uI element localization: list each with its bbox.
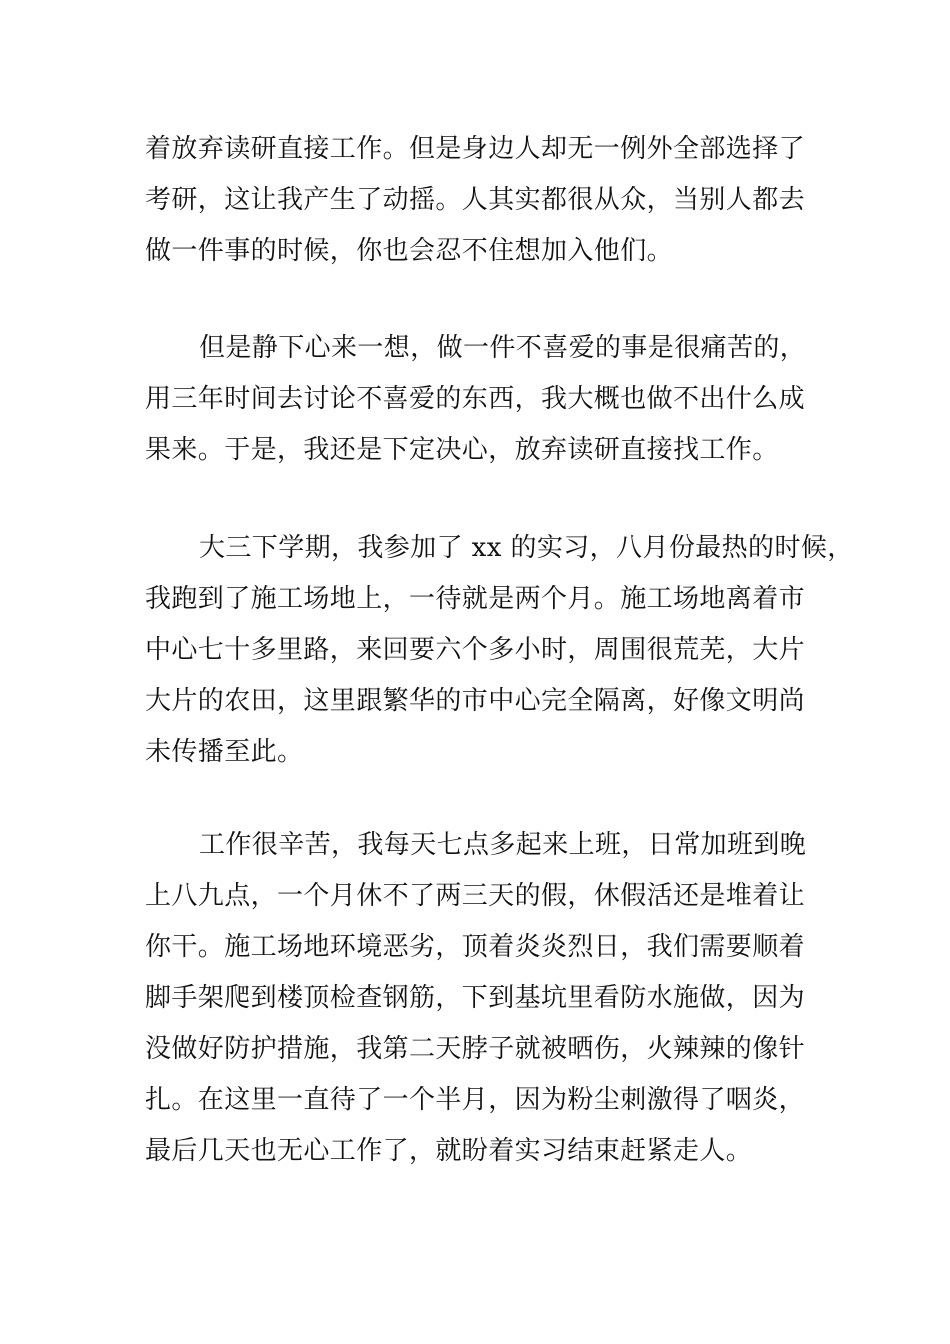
paragraph-4 xyxy=(145,820,806,1177)
text-line: 大片的农田，这里跟繁华的市中心完全隔离，好像文明尚 xyxy=(145,686,806,716)
text-line: 果来。于是，我还是下定决心，放弃读研直接找工作。 xyxy=(145,435,779,465)
text-line: 脚手架爬到楼顶检查钢筋，下到基坑里看防水施做，因为 xyxy=(145,983,806,1013)
text-line: 做一件事的时候，你也会忍不住想加入他们。 xyxy=(145,236,674,266)
text-line: 大三下学期，我参加了 xx 的实习，八月份最热的时候， xyxy=(199,533,854,563)
text-line: 着放弃读研直接工作。但是身边人却无一例外全部选择了 xyxy=(145,134,806,164)
text-line: 未传播至此。 xyxy=(145,737,304,767)
text-line: 你干。施工场地环境恶劣，顶着炎炎烈日，我们需要顺着 xyxy=(145,932,806,962)
text-line: 最后几天也无心工作了，就盼着实习结束赶紧走人。 xyxy=(145,1136,753,1166)
text-line: 用三年时间去讨论不喜爱的东西，我大概也做不出什么成 xyxy=(145,384,806,414)
text-line: 工作很辛苦，我每天七点多起来上班，日常加班到晚 xyxy=(199,830,807,860)
text-line: 扎。在这里一直待了一个半月，因为粉尘刺激得了咽炎， xyxy=(145,1085,806,1115)
text-line: 中心七十多里路，来回要六个多小时，周围很荒芜，大片 xyxy=(145,635,806,665)
text-line: 我跑到了施工场地上，一待就是两个月。施工场地离着市 xyxy=(145,584,806,614)
text-line: 上八九点，一个月休不了两三天的假，休假活还是堆着让 xyxy=(145,881,806,911)
paragraph-3 xyxy=(145,523,854,778)
text-line: 没做好防护措施，我第二天脖子就被晒伤，火辣辣的像针 xyxy=(145,1034,806,1064)
text-line: 但是静下心来一想，做一件不喜爱的事是很痛苦的， xyxy=(199,333,807,363)
text-line: 考研，这让我产生了动摇。人其实都很从众，当别人都去 xyxy=(145,185,806,215)
paragraph-1 xyxy=(145,124,805,277)
paragraph-2 xyxy=(145,323,806,476)
